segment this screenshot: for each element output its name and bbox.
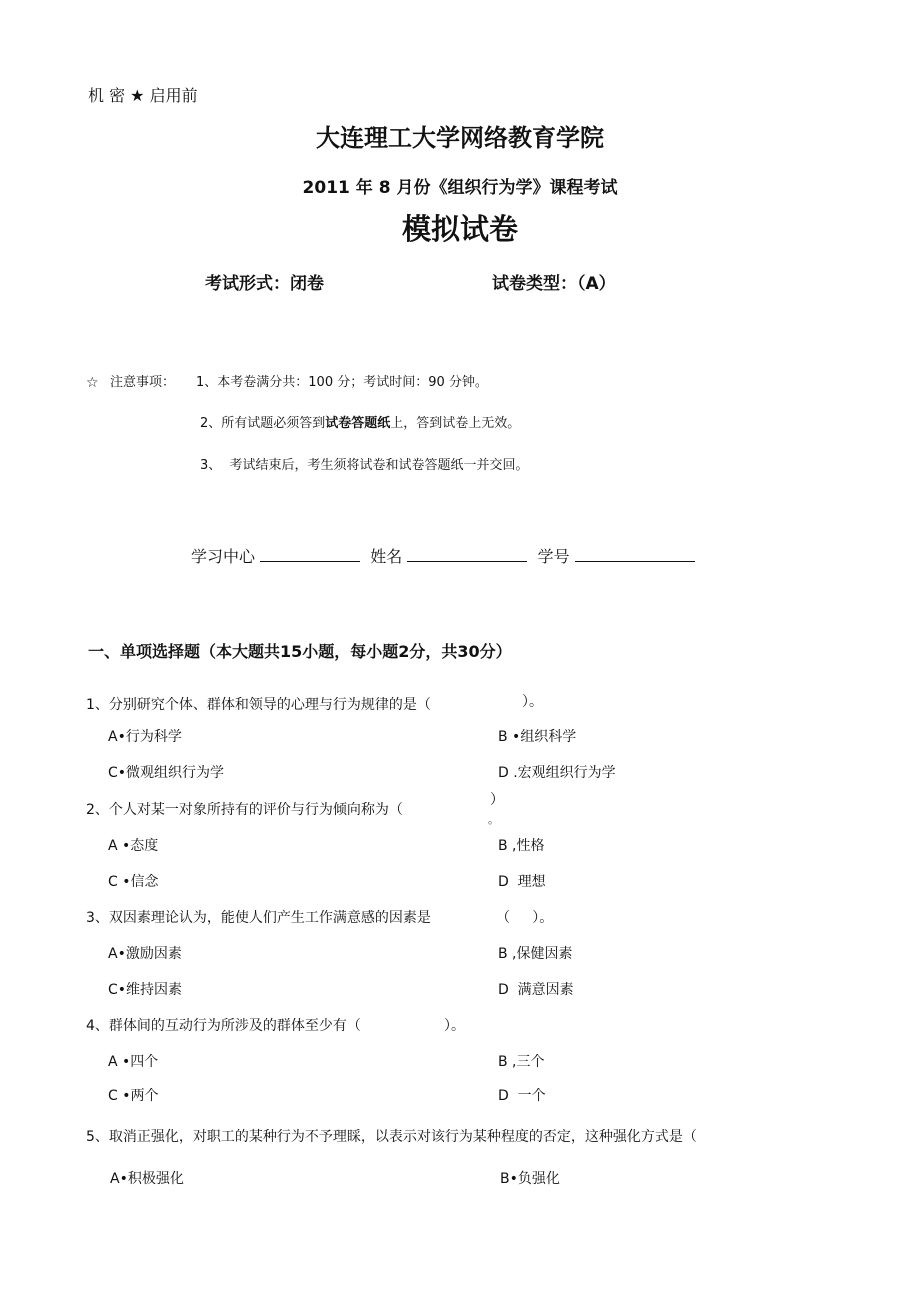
- note-2-text: 2、所有试题必须答到: [200, 416, 326, 431]
- note-3: 3、 考试结束后，考生须将试卷和试卷答题纸一并交回。: [200, 458, 529, 473]
- course-line: 2011 年 8 月份《组织行为学》课程考试: [302, 178, 618, 198]
- q1-option-c: C•微观组织行为学: [108, 765, 225, 781]
- q4-option-d: D 一个: [498, 1088, 546, 1104]
- note-2-tail: 上，答到试卷上无效。: [390, 416, 521, 431]
- confidential-label: 机 密 ★ 启用前: [88, 86, 198, 105]
- q1-option-a: A•行为科学: [108, 729, 182, 745]
- question-5: 5、取消正强化，对职工的某种行为不予理睬，以表示对该行为某种程度的否定，这种强化方式是（: [86, 1129, 697, 1145]
- question-4: 4、群体间的互动行为所涉及的群体至少有（: [86, 1018, 361, 1034]
- q2-option-d: D 理想: [498, 874, 546, 890]
- q3-option-a: A•激励因素: [108, 946, 182, 962]
- star-icon: ☆: [86, 375, 99, 391]
- question-3: 3、双因素理论认为，能使人们产生工作满意感的因素是: [86, 910, 431, 926]
- question-4-tail: ）。: [444, 1018, 465, 1034]
- q3-option-b: B ,保健因素: [498, 946, 573, 962]
- q4-option-c: C •两个: [108, 1088, 159, 1104]
- paper-title: 模拟试卷: [401, 212, 518, 246]
- center-blank[interactable]: [260, 547, 360, 562]
- name-blank[interactable]: [407, 547, 527, 562]
- q1-option-b: B •组织科学: [498, 729, 577, 745]
- paper-type: 试卷类型：（A）: [492, 274, 616, 294]
- q5-option-b: B•负强化: [500, 1171, 560, 1187]
- section-1-heading: 一、单项选择题（本大题共15小题，每小题2分，共30分）: [88, 642, 512, 661]
- q3-option-c: C•维持因素: [108, 982, 183, 998]
- note-1: 1、本考卷满分共：100 分；考试时间：90 分钟。: [196, 375, 488, 390]
- question-2: 2、个人对某一对象所持有的评价与行为倾向称为（: [86, 802, 403, 818]
- q2-option-a: A •态度: [108, 838, 159, 854]
- q3-option-d: D 满意因素: [498, 982, 574, 998]
- notes-label: 注意事项：: [110, 375, 176, 390]
- question-2-tail-period: 。: [488, 813, 499, 826]
- name-label: 姓名: [370, 547, 403, 566]
- note-2-bold: 试卷答题纸: [325, 416, 391, 431]
- id-label: 学号: [537, 547, 570, 566]
- q4-option-a: A •四个: [108, 1054, 159, 1070]
- center-label: 学习中心: [191, 547, 256, 566]
- q2-option-b: B ,性格: [498, 838, 545, 854]
- exam-form: 考试形式：闭卷: [205, 274, 324, 294]
- note-2: [200, 415, 520, 433]
- student-fields: [191, 547, 695, 567]
- q5-option-a: A•积极强化: [110, 1171, 184, 1187]
- question-2-tail: ）: [490, 792, 504, 808]
- id-blank[interactable]: [575, 547, 695, 562]
- q4-option-b: B ,三个: [498, 1054, 545, 1070]
- question-1: 1、分别研究个体、群体和领导的心理与行为规律的是（: [86, 697, 431, 713]
- school-title: 大连理工大学网络教育学院: [316, 124, 604, 152]
- q2-option-c: C •信念: [108, 874, 159, 890]
- question-1-tail: ）。: [522, 694, 543, 710]
- q1-option-d: D .宏观组织行为学: [498, 765, 616, 781]
- question-3-tail: （ ）。: [496, 910, 554, 926]
